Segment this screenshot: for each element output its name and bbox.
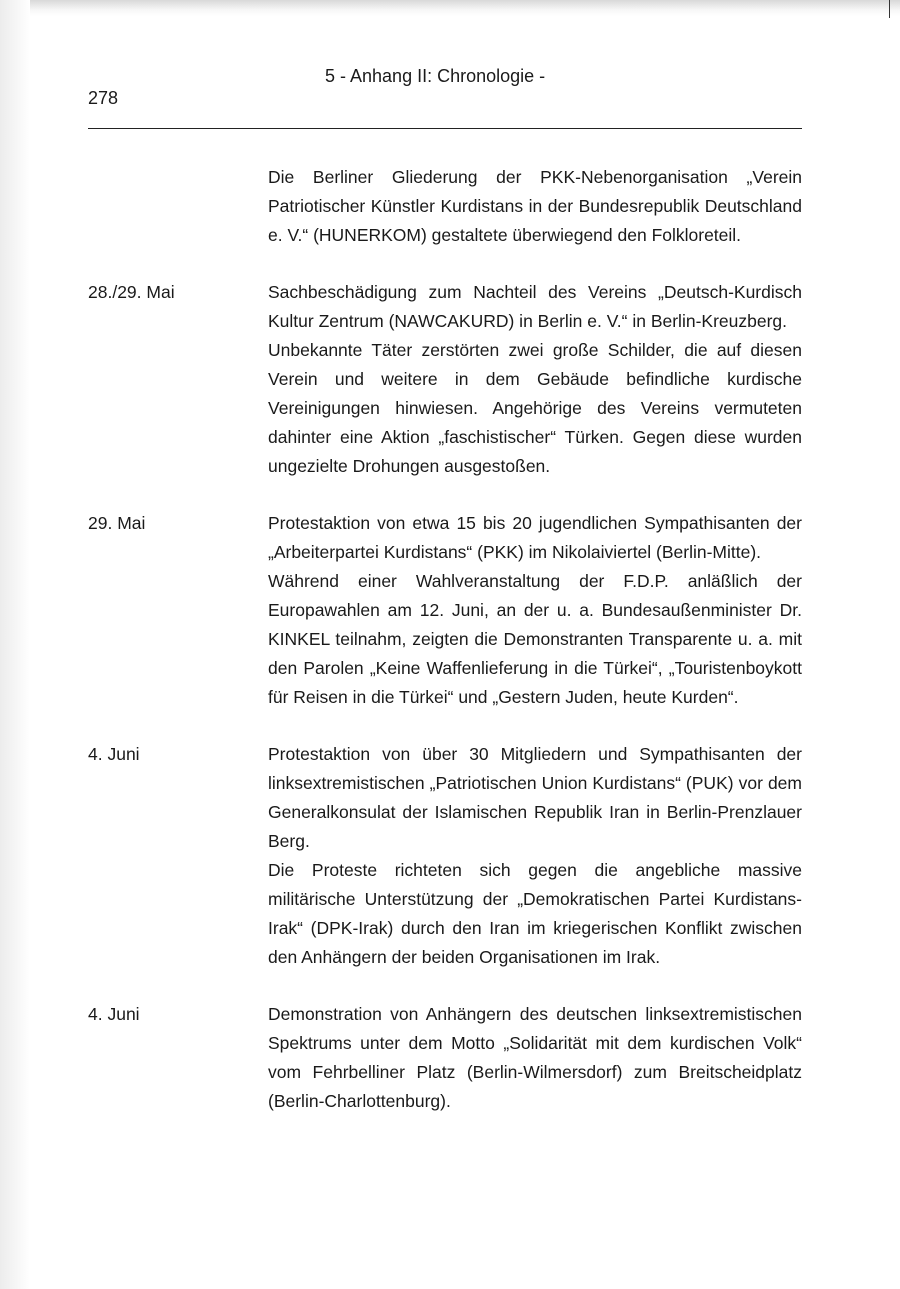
entry-date: 28./29. Mai — [88, 282, 175, 302]
entry-text — [268, 278, 802, 481]
entry-text — [268, 740, 802, 972]
scan-mark — [889, 0, 890, 18]
entry-paragraph: Sachbeschädigung zum Nachteil des Vereins „Deutsch-Kurdisch Kultur Zentrum (NAWCAKURD) in Berlin e. V.“ in Berlin-Kreuzberg. — [268, 282, 802, 331]
scan-shadow-left — [0, 0, 30, 1289]
entry-paragraph: Demonstration von Anhängern des deutschen linksextremistischen Spektrums unter dem Motto „Solidarität mit dem kurdischen Volk“ vom Fehrbelliner Platz (Berlin-Wilmersdorf) zum Breitscheidplatz (Berlin-Charlottenburg). — [268, 1004, 802, 1111]
page-number: 278 — [88, 88, 119, 108]
chronology-entry — [88, 1000, 802, 1116]
entry-paragraph: Protestaktion von über 30 Mitgliedern und Sympathisanten der linksextremistischen „Patriotischen Union Kurdistans“ (PUK) vor dem Generalkonsulat der Islamischen Republik Iran in Berlin-Prenzlauer Berg. — [268, 744, 802, 851]
header-rule — [88, 128, 802, 129]
chronology-entry — [88, 509, 802, 712]
entry-date: 29. Mai — [88, 513, 146, 533]
entry-date: 4. Juni — [88, 744, 140, 764]
chronology-entry — [88, 163, 802, 250]
entry-paragraph: Protestaktion von etwa 15 bis 20 jugendlichen Sympathisanten der „Arbeiterpartei Kurdistans“ (PKK) im Nikolaiviertel (Berlin-Mitte). — [268, 513, 802, 562]
running-head: 5 - Anhang II: Chronologie - — [325, 66, 546, 86]
entry-text — [268, 509, 802, 712]
entry-text — [268, 1000, 802, 1116]
entry-paragraph: Während einer Wahlveranstaltung der F.D.P. anläßlich der Europawahlen am 12. Juni, an der u. a. Bundesaußenminister Dr. KINKEL teilnahm, zeigten die Demonstranten Transparente u. a. mit den Parolen „Keine Waffenlieferung in die Türkei“, „Touristenboykott für Reisen in die Türkei“ und „Gestern Juden, heute Kurden“. — [268, 571, 802, 707]
scan-shadow-top — [0, 0, 900, 16]
entry-paragraph: Unbekannte Täter zerstörten zwei große Schilder, die auf diesen Verein und weitere in dem Gebäude befindliche kurdische Vereinigungen hinwiesen. Angehörige des Vereins vermuteten dahinter eine Aktion „faschistischer“ Türken. Gegen diese wurden ungezielte Drohungen ausgestoßen. — [268, 340, 802, 476]
entry-paragraph: Die Proteste richteten sich gegen die angebliche massive militärische Unterstützung der „Demokratischen Partei Kurdistans-Irak“ (DPK-Irak) durch den Iran im kriegerischen Konflikt zwischen den Anhängern der beiden Organisationen im Irak. — [268, 860, 802, 967]
chronology-entries — [88, 163, 802, 1116]
chronology-entry — [88, 740, 802, 972]
entry-text — [268, 163, 802, 250]
chronology-entry — [88, 278, 802, 481]
entry-paragraph: Die Berliner Gliederung der PKK-Nebenorganisation „Verein Patriotischer Künstler Kurdistans in der Bundesrepublik Deutschland e. V.“ (HUNERKOM) gestaltete überwiegend den Folkloreteil. — [268, 167, 802, 245]
entry-date: 4. Juni — [88, 1004, 140, 1024]
